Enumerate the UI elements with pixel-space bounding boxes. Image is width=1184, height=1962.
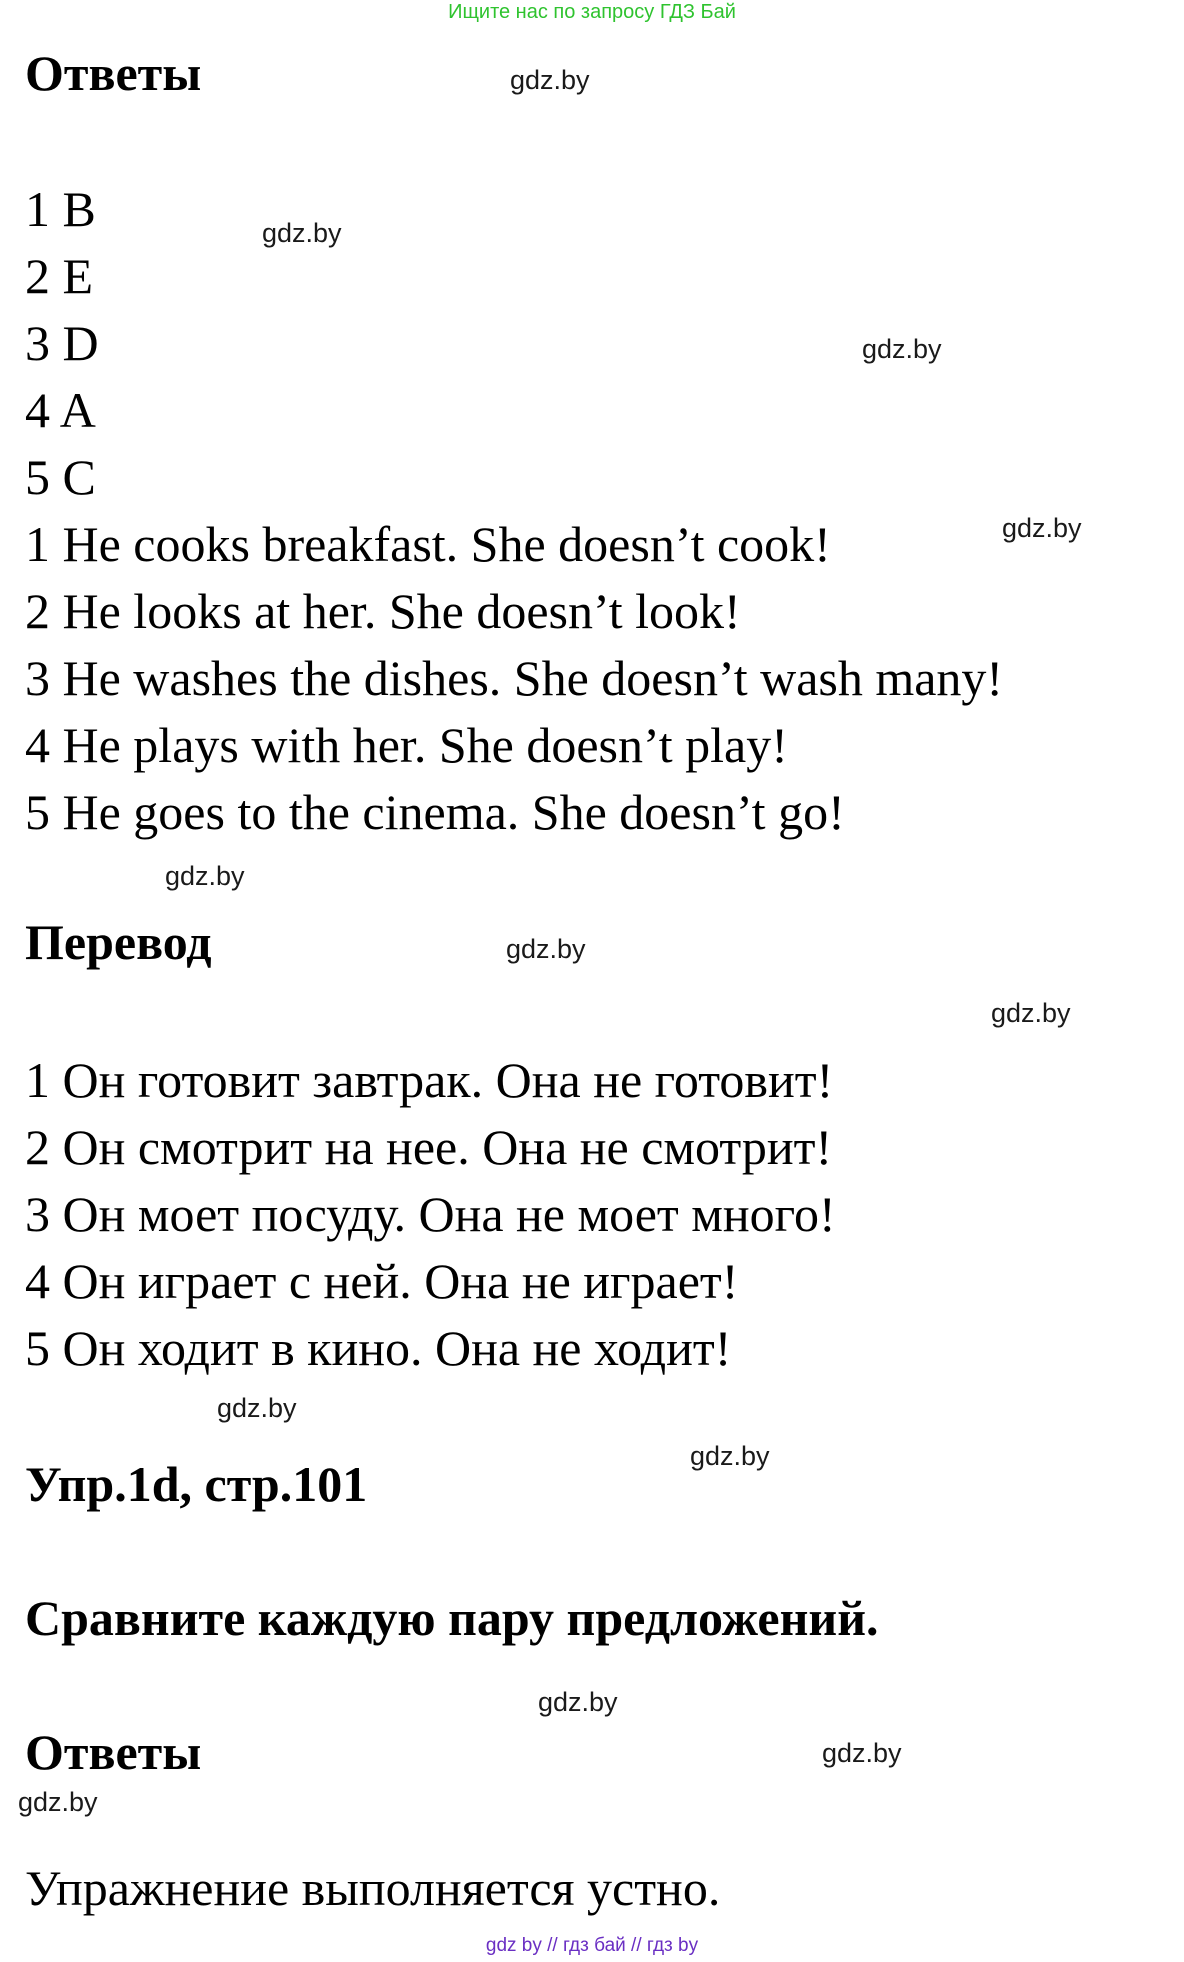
watermark: gdz.by	[510, 65, 590, 95]
watermark: gdz.by	[165, 861, 245, 891]
search-banner: Ищите нас по запросу ГДЗ Бай	[448, 1, 736, 23]
watermark: gdz.by	[538, 1687, 618, 1717]
translation-line: 2 Он смотрит на нее. Она не смотрит!	[25, 1119, 833, 1175]
translation-heading: Перевод	[25, 914, 212, 970]
task-heading: Сравните каждую пару предложений.	[25, 1590, 879, 1646]
sentence-line: 5 He goes to the cinema. She doesn’t go!	[25, 784, 845, 840]
answers-heading: Ответы	[25, 45, 202, 101]
answer-line: 1 B	[25, 181, 96, 237]
watermark: gdz.by	[991, 998, 1071, 1028]
translation-line: 5 Он ходит в кино. Она не ходит!	[25, 1320, 732, 1376]
answer-line: 3 D	[25, 315, 99, 371]
watermark: gdz.by	[822, 1738, 902, 1768]
watermark: gdz.by	[506, 934, 586, 964]
sentence-line: 2 He looks at her. She doesn’t look!	[25, 583, 741, 639]
translation-line: 3 Он моет посуду. Она не моет много!	[25, 1186, 836, 1242]
translation-line: 4 Он играет с ней. Она не играет!	[25, 1253, 739, 1309]
translation-line: 1 Он готовит завтрак. Она не готовит!	[25, 1052, 834, 1108]
answer-line: 5 C	[25, 449, 96, 505]
sentence-line: 1 He cooks breakfast. She doesn’t cook!	[25, 516, 831, 572]
answer-line: 2 E	[25, 248, 94, 304]
answers-heading-2: Ответы	[25, 1724, 202, 1780]
answer-line: 4 A	[25, 382, 96, 438]
sentence-line: 4 He plays with her. She doesn’t play!	[25, 717, 788, 773]
exercise-heading: Упр.1d, стр.101	[25, 1456, 368, 1512]
watermark: gdz.by	[862, 334, 942, 364]
oral-note: Упражнение выполняется устно.	[25, 1860, 721, 1916]
watermark: gdz.by	[217, 1393, 297, 1423]
sentence-line: 3 He washes the dishes. She doesn’t wash many!	[25, 650, 1004, 706]
watermark: gdz.by	[262, 218, 342, 248]
footer-banner: gdz by // гдз бай // гдз by	[485, 1935, 699, 1956]
watermark: gdz.by	[18, 1787, 98, 1817]
watermark: gdz.by	[690, 1441, 770, 1471]
watermark: gdz.by	[1002, 513, 1082, 543]
